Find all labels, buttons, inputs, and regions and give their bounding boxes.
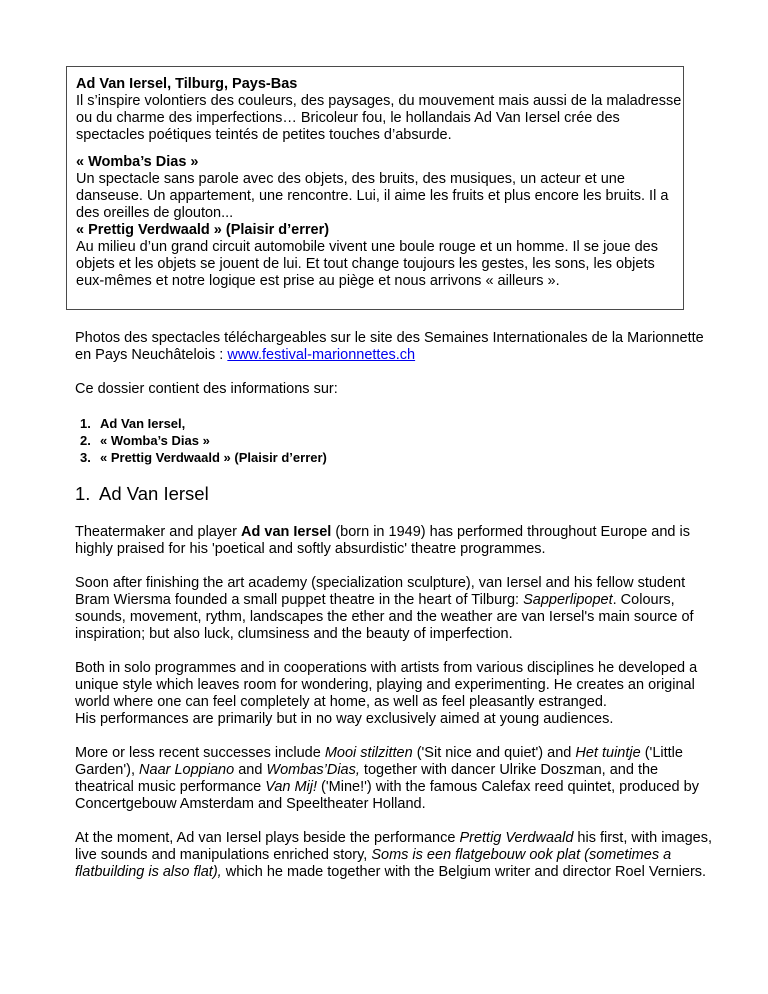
show-title: Mooi stilzitten [324,745,413,761]
show1-title: « Womba’s Dias » [76,154,199,170]
text-run: Both in solo programmes and in cooperations with artists from various disciplines he developed a unique style which leaves room for wondering, playing and experimenting. He creates an original world where one can feel completely at home, as well as feel pleasantly estranged. [75,660,698,710]
text-run: ('Little Garden'), [75,745,683,778]
photos-text: Photos des spectacles téléchargeables sur le site des Semaines Internationales de la Marionnette en Pays Neuchâtelois : [75,330,704,363]
show1-description: Un spectacle sans parole avec des objets, des bruits, des musiques, un acteur et une danseuse. Un appartement, une rencontre. Lui, il aime les fruits et plus encore les bruits. Il a des oreilles de glouton... [76,171,669,221]
bio-paragraph-1 [75,524,715,558]
toc-intro: Ce dossier contient des informations sur: [75,381,338,397]
toc-item-number: 2. [80,433,91,448]
section-number: 1. [75,483,91,504]
toc-item-number: 3. [80,450,91,465]
artist-description: Il s’inspire volontiers des couleurs, des paysages, du mouvement mais aussi de la maladresse ou du charme des imperfections… Bricoleur fou, le hollandais Ad Van Iersel crée des spectacles poétiques teintés de petites touches d’absurde. [76,93,682,143]
text-run: Soon after finishing the art academy (specialization sculpture), van Iersel and his fellow student Bram Wiersma founded a small puppet theatre in the heart of Tilburg: [75,575,686,608]
show-title: Van Mij! [265,779,318,795]
text-run: which he made together with the Belgium writer and director Roel Verniers. [221,864,707,880]
artist-title: Ad Van Iersel, Tilburg, Pays-Bas [76,76,298,92]
text-run: . Colours, sounds, movement, rythm, landscapes the ether and the weather are van Iersel's main source of inspiration; but also luck, clumsiness and the beauty of imperfection. [75,592,694,642]
text-run: Theatermaker and player [75,524,242,540]
table-of-contents [75,415,715,466]
main-content [75,330,715,898]
text-run: together with dancer Ulrike Doszman, and the theatrical music performance [75,762,659,795]
text-run: and [234,762,267,778]
bio-paragraph-4 [75,745,715,813]
text-run: More or less recent successes include [75,745,325,761]
show-title: Het tuintje [575,745,641,761]
toc-item-label: « Prettig Verdwaald » (Plaisir d’errer) [100,450,327,465]
show-title: Wombas’Dias, [266,762,360,778]
text-run: At the moment, Ad van Iersel plays beside the performance [75,830,460,846]
section-title: Ad Van Iersel [99,483,209,504]
show-title: Naar Loppiano [139,762,235,778]
section-heading [75,483,715,505]
text-run: ('Mine!') with the famous Calefax reed quintet, produced by Concertgebouw Amsterdam and Speeltheater Holland. [75,779,699,812]
summary-box [66,66,684,310]
show2-description: Au milieu d’un grand circuit automobile vivent une boule rouge et un homme. Il se joue des objets et les objets se jouent de lui. Et tout change toujours les gestes, les sons, les objets eux-mêmes et notre logique est prise au piège et nous arrivons « ailleurs ». [76,239,658,289]
text-run: His performances are primarily but in no way exclusively aimed at young audiences. [75,711,614,727]
text-run: ('Sit nice and quiet') and [412,745,576,761]
toc-item-number: 1. [80,416,91,431]
toc-item-label: Ad Van Iersel, [100,416,186,431]
toc-item-1 [75,415,715,432]
artist-name: Ad van Iersel [241,524,332,540]
show-title: Soms is een flatgebouw ook plat (sometimes a flatbuilding is also flat), [75,847,672,880]
toc-item-3 [75,449,715,466]
spacer [76,144,683,154]
festival-link[interactable]: www.festival-marionnettes.ch [227,347,416,363]
theatre-name: Sapperlipopet [523,592,613,608]
show2-title: « Prettig Verdwaald » (Plaisir d’errer) [76,222,330,238]
toc-item-label: « Womba’s Dias » [100,433,210,448]
bio-paragraph-3 [75,660,715,728]
toc-item-2 [75,432,715,449]
show-title: Prettig Verdwaald [459,830,574,846]
text-run: his first, with images, live sounds and manipulations enriched story, [75,830,712,863]
bio-paragraph-2 [75,575,715,643]
text-run: (born in 1949) has performed throughout Europe and is highly praised for his 'poetical and softly absurdistic' theatre programmes. [75,524,690,557]
bio-paragraph-5 [75,830,715,881]
photos-paragraph [75,330,715,364]
